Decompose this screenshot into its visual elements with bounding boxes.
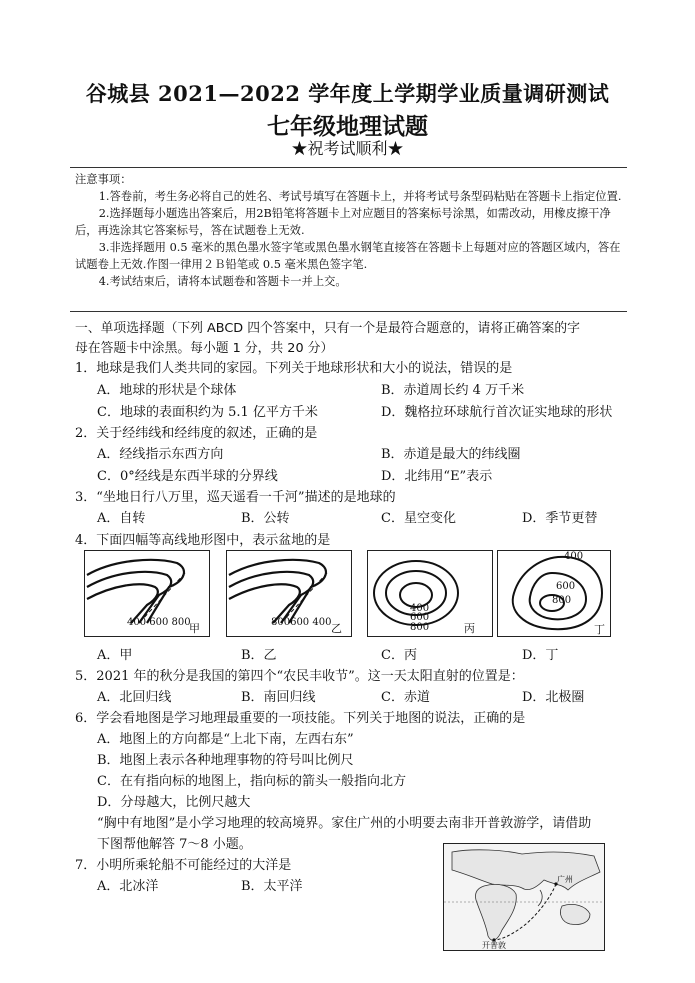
exam-subtitle: 七年级地理试题	[267, 113, 428, 140]
contour-map-jia	[84, 550, 210, 637]
question-2-stem: 2．关于经纬线和经纬度的叙述，正确的是	[75, 426, 318, 441]
question-6-stem: 6．学会看地图是学习地理最重要的一项技能。下列关于地图的说法，正确的是	[75, 711, 526, 726]
notice-item-1: 1.答卷前，考生务必将自己的姓名、考试号填写在答题卡上，并将考试号条型码粘贴在答题卡上指定位置.	[98, 190, 622, 203]
q1-option-c: C．地球的表面积约为 5.1 亿平方千米	[97, 405, 318, 420]
q2-option-b: B．赤道是最大的纬线圈	[381, 447, 521, 462]
contour-bing-value-1: 400	[410, 603, 430, 614]
section-heading	[75, 319, 580, 359]
q2-option-c: C．0°经线是东西半球的分界线	[97, 469, 278, 484]
contour-ding-value-1: 400	[564, 551, 584, 562]
q4-option-a: A．甲	[97, 648, 133, 663]
question-4-stem: 4．下面四幅等高线地形图中，表示盆地的是	[75, 533, 331, 548]
contour-jia-label: 甲	[189, 622, 200, 635]
contour-map-bing	[367, 550, 493, 637]
q1-option-a: A．地球的形状是个球体	[97, 383, 237, 398]
q2-option-d: D．北纬用“E”表示	[381, 469, 493, 484]
exam-wish: ★祝考试顺利★	[291, 139, 404, 158]
section-heading-line1: 一、单项选择题（下列 ABCD 四个答案中，只有一个是最符合题意的，请将正确答案的字	[75, 321, 580, 336]
notice-item-2: 2.选择题每小题选出答案后，用2B铅笔将答题卡上对应题目的答案标号涂黑，如需改动，用橡皮擦干净后，再选涂其它答案标号，答在试题卷上无效.	[75, 207, 611, 237]
q7-option-b: B．太平洋	[241, 879, 303, 894]
q4-option-b: B．乙	[241, 648, 277, 663]
world-map-label-guangzhou: 广州	[557, 875, 573, 884]
section-heading-line2: 母在答题卡中涂黑。每小题 1 分，共 20 分）	[75, 341, 334, 356]
question-3-stem: 3．“坐地日行八万里，巡天遥看一千河”描述的是地球的	[75, 490, 396, 505]
q2-option-a: A．经线指示东西方向	[97, 447, 224, 462]
q3-option-a: A．自转	[97, 511, 146, 526]
q5-option-b: B．南回归线	[241, 690, 316, 705]
q5-option-c: C．赤道	[381, 690, 430, 705]
contour-yi-label: 乙	[331, 622, 342, 635]
world-map-figure	[443, 843, 605, 951]
q6-option-a: A．地图上的方向都是“上北下南，左西右东”	[97, 732, 354, 747]
notice-item-3: 3.非选择题用 0.5 毫米的黑色墨水签字笔或黑色墨水钢笔直接答在答题卡上每题对应的答题区域内，答在试题卷上无效.作图一律用２Ｂ铅笔或 0.5 毫米黑色签字笔.	[75, 241, 621, 271]
q3-option-d: D．季节更替	[522, 511, 598, 526]
reading-passage-line2: 下图帮他解答 7～8 小题。	[97, 837, 252, 852]
question-5-stem: 5．2021 年的秋分是我国的第四个“农民丰收节”。这一天太阳直射的位置是：	[75, 669, 524, 684]
question-7-stem: 7．小明所乘轮船不可能经过的大洋是	[75, 858, 292, 873]
world-map-label-capetown: 开普敦	[482, 941, 506, 950]
contour-bing-label: 丙	[464, 622, 475, 635]
q6-option-b: B．地图上表示各种地理事物的符号叫比例尺	[97, 753, 354, 768]
contour-map-yi	[226, 550, 352, 637]
notice-item-4: 4.考试结束后，请将本试题卷和答题卡一并上交。	[98, 275, 347, 288]
divider-bottom	[70, 311, 627, 312]
contour-ding-value-3: 800	[552, 595, 572, 606]
question-1-stem: 1．地球是我们人类共同的家园。下列关于地球形状和大小的说法，错误的是	[75, 361, 513, 376]
q3-option-b: B．公转	[241, 511, 290, 526]
q5-option-d: D．北极圈	[522, 690, 585, 705]
contour-bing-value-3: 800	[410, 622, 430, 633]
q7-option-a: A．北冰洋	[97, 879, 159, 894]
contour-jia-ticks: 400 600 800	[127, 617, 191, 628]
contour-ding-label: 丁	[594, 623, 605, 636]
contour-bing-value-2: 600	[410, 612, 430, 623]
contour-ding-value-2: 600	[556, 581, 576, 592]
notice-heading: 注意事项：	[75, 173, 132, 186]
q4-option-d: D．丁	[522, 648, 559, 663]
q1-option-d: D．魏格拉环球航行首次证实地球的形状	[381, 405, 613, 420]
q1-option-b: B．赤道周长约 4 万千米	[381, 383, 525, 398]
exam-title: 谷城县 2021—2022 学年度上学期学业质量调研测试	[85, 81, 610, 106]
reading-passage-line1: “胸中有地图”是小学习地理的较高境界。家住广州的小明要去南非开普敦游学，请借助	[97, 816, 592, 831]
q6-option-c: C．在有指向标的地图上，指向标的箭头一般指向北方	[97, 774, 406, 789]
contour-map-ding	[497, 550, 611, 637]
q6-option-d: D．分母越大，比例尺越大	[97, 795, 251, 810]
divider-top	[70, 167, 627, 168]
contour-yi-ticks: 800600 400	[271, 617, 332, 628]
world-map-drawing	[444, 844, 604, 950]
q4-option-c: C．丙	[381, 648, 417, 663]
q5-option-a: A．北回归线	[97, 690, 172, 705]
notice-block	[75, 171, 627, 290]
q3-option-c: C．星空变化	[381, 511, 456, 526]
